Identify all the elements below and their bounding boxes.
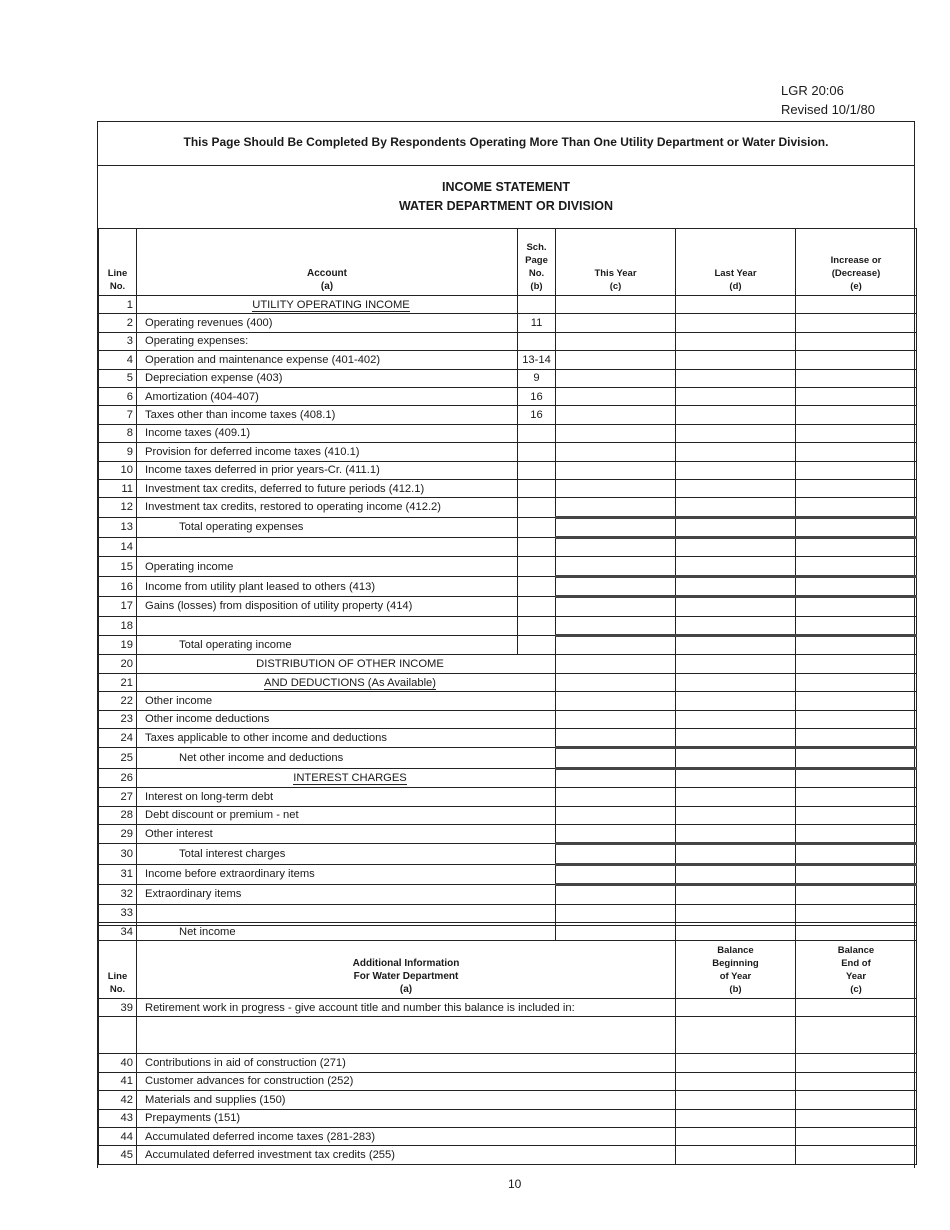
this-year-cell[interactable] <box>556 768 676 787</box>
this-year-cell[interactable] <box>556 517 676 537</box>
line-number: 22 <box>99 692 137 710</box>
line-number: 34 <box>99 922 137 940</box>
last-year-cell[interactable] <box>676 748 796 768</box>
account-name: Income taxes (409.1) <box>137 424 518 442</box>
addl-header-end: Balance End of Year (c) <box>796 926 917 999</box>
increase-cell[interactable] <box>796 636 917 655</box>
increase-cell[interactable] <box>796 692 917 710</box>
last-year-cell[interactable] <box>676 443 796 461</box>
last-year-cell[interactable] <box>676 692 796 710</box>
increase-cell[interactable] <box>796 479 917 497</box>
balance-end-cell[interactable] <box>796 1017 917 1054</box>
account-name: Other interest <box>137 824 556 843</box>
line-number: 31 <box>99 864 137 884</box>
account-name: Other income <box>137 692 556 710</box>
addl-row <box>99 1054 917 1072</box>
line-number: 1 <box>99 296 137 314</box>
line-number: 40 <box>99 1054 137 1072</box>
line-number: 41 <box>99 1072 137 1090</box>
schedule-page: 11 <box>518 314 556 332</box>
income-row <box>99 576 917 596</box>
schedule-page <box>518 296 556 314</box>
line-number: 33 <box>99 904 137 922</box>
income-row <box>99 479 917 497</box>
this-year-cell[interactable] <box>556 824 676 843</box>
increase-cell[interactable] <box>796 461 917 479</box>
balance-beginning-cell[interactable] <box>676 1146 796 1164</box>
this-year-cell[interactable] <box>556 788 676 806</box>
instruction-banner: This Page Should Be Completed By Respondents Operating More Than One Utility Department or Water Division. <box>98 122 914 166</box>
balance-end-cell[interactable] <box>796 999 917 1017</box>
schedule-page <box>518 461 556 479</box>
line-number: 24 <box>99 728 137 747</box>
line-number: 12 <box>99 498 137 517</box>
increase-cell[interactable] <box>796 806 917 824</box>
last-year-cell[interactable] <box>676 314 796 332</box>
increase-cell[interactable] <box>796 885 917 904</box>
line-number: 10 <box>99 461 137 479</box>
balance-end-cell[interactable] <box>796 1054 917 1072</box>
income-row <box>99 296 917 314</box>
this-year-cell[interactable] <box>556 387 676 405</box>
income-row <box>99 788 917 806</box>
account-name: INTEREST CHARGES <box>137 768 556 787</box>
addl-description: Prepayments (151) <box>137 1109 676 1127</box>
account-name: UTILITY OPERATING INCOME <box>137 296 518 314</box>
line-number: 5 <box>99 369 137 387</box>
last-year-cell[interactable] <box>676 710 796 728</box>
this-year-cell[interactable] <box>556 296 676 314</box>
income-row <box>99 864 917 884</box>
this-year-cell[interactable] <box>556 406 676 424</box>
this-year-cell[interactable] <box>556 369 676 387</box>
account-name: Taxes other than income taxes (408.1) <box>137 406 518 424</box>
account-name: Operation and maintenance expense (401-402) <box>137 351 518 369</box>
addl-header-beginning: Balance Beginning of Year (b) <box>676 926 796 999</box>
addl-description: Retirement work in progress - give account title and number this balance is included in: <box>137 999 676 1017</box>
addl-row <box>99 1127 917 1145</box>
this-year-cell[interactable] <box>556 616 676 635</box>
last-year-cell[interactable] <box>676 576 796 596</box>
additional-info-table <box>98 925 917 1165</box>
last-year-cell[interactable] <box>676 768 796 787</box>
account-name: Income from utility plant leased to others (413) <box>137 576 518 596</box>
last-year-cell[interactable] <box>676 479 796 497</box>
line-number: 23 <box>99 710 137 728</box>
increase-cell[interactable] <box>796 597 917 616</box>
this-year-cell[interactable] <box>556 443 676 461</box>
increase-cell[interactable] <box>796 369 917 387</box>
line-number: 26 <box>99 768 137 787</box>
addl-description: Materials and supplies (150) <box>137 1091 676 1109</box>
schedule-page <box>518 616 556 635</box>
this-year-cell[interactable] <box>556 498 676 517</box>
this-year-cell[interactable] <box>556 673 676 691</box>
last-year-cell[interactable] <box>676 538 796 557</box>
last-year-cell[interactable] <box>676 406 796 424</box>
header-sch-page: Sch. Page No. (b) <box>518 229 556 296</box>
line-number: 9 <box>99 443 137 461</box>
this-year-cell[interactable] <box>556 332 676 350</box>
line-number: 43 <box>99 1109 137 1127</box>
account-name: Extraordinary items <box>137 885 556 904</box>
income-row <box>99 885 917 904</box>
income-header-row <box>99 229 917 296</box>
account-name: Total operating expenses <box>137 517 518 537</box>
addl-blank-row <box>99 1017 917 1054</box>
income-row <box>99 351 917 369</box>
balance-end-cell[interactable] <box>796 1109 917 1127</box>
increase-cell[interactable] <box>796 728 917 747</box>
line-number: 32 <box>99 885 137 904</box>
addl-description: Customer advances for construction (252) <box>137 1072 676 1090</box>
income-row <box>99 710 917 728</box>
increase-cell[interactable] <box>796 904 917 922</box>
this-year-cell[interactable] <box>556 692 676 710</box>
last-year-cell[interactable] <box>676 904 796 922</box>
addl-row <box>99 1091 917 1109</box>
addl-header-info: Additional Information For Water Department (a) <box>137 926 676 999</box>
account-name: Operating income <box>137 557 518 576</box>
line-number: 16 <box>99 576 137 596</box>
this-year-cell[interactable] <box>556 636 676 655</box>
line-number: 25 <box>99 748 137 768</box>
last-year-cell[interactable] <box>676 498 796 517</box>
schedule-page <box>518 597 556 616</box>
balance-beginning-cell[interactable] <box>676 1072 796 1090</box>
income-row <box>99 498 917 517</box>
account-name: Depreciation expense (403) <box>137 369 518 387</box>
line-number: 3 <box>99 332 137 350</box>
increase-cell[interactable] <box>796 351 917 369</box>
income-row <box>99 844 917 864</box>
this-year-cell[interactable] <box>556 710 676 728</box>
title-line-2: WATER DEPARTMENT OR DIVISION <box>398 199 614 213</box>
increase-cell[interactable] <box>796 517 917 537</box>
income-row <box>99 332 917 350</box>
income-row <box>99 655 917 673</box>
account-name: DISTRIBUTION OF OTHER INCOME <box>137 655 556 673</box>
increase-cell[interactable] <box>796 864 917 884</box>
line-number: 44 <box>99 1127 137 1145</box>
schedule-page <box>518 424 556 442</box>
last-year-cell[interactable] <box>676 296 796 314</box>
line-number: 28 <box>99 806 137 824</box>
last-year-cell[interactable] <box>676 728 796 747</box>
schedule-page <box>518 636 556 655</box>
increase-cell[interactable] <box>796 788 917 806</box>
account-name: AND DEDUCTIONS (As Available) <box>137 673 556 691</box>
income-row <box>99 904 917 922</box>
header-increase: Increase or (Decrease) (e) <box>796 229 917 296</box>
blank-line-cell <box>99 1017 137 1054</box>
account-name: Other income deductions <box>137 710 556 728</box>
account-name: Interest on long-term debt <box>137 788 556 806</box>
this-year-cell[interactable] <box>556 424 676 442</box>
last-year-cell[interactable] <box>676 806 796 824</box>
increase-cell[interactable] <box>796 332 917 350</box>
account-name: Gains (losses) from disposition of utility property (414) <box>137 597 518 616</box>
this-year-cell[interactable] <box>556 655 676 673</box>
account-name: Operating expenses: <box>137 332 518 350</box>
line-number: 19 <box>99 636 137 655</box>
income-row <box>99 314 917 332</box>
account-name: Taxes applicable to other income and deductions <box>137 728 556 747</box>
last-year-cell[interactable] <box>676 885 796 904</box>
income-row <box>99 387 917 405</box>
account-name: Total operating income <box>137 636 518 655</box>
balance-beginning-cell[interactable] <box>676 1017 796 1054</box>
increase-cell[interactable] <box>796 655 917 673</box>
increase-cell[interactable] <box>796 314 917 332</box>
increase-cell[interactable] <box>796 557 917 576</box>
title-line-1: INCOME STATEMENT <box>441 180 570 194</box>
this-year-cell[interactable] <box>556 806 676 824</box>
balance-beginning-cell[interactable] <box>676 1127 796 1145</box>
this-year-cell[interactable] <box>556 885 676 904</box>
line-number: 21 <box>99 673 137 691</box>
addl-header-line-no: Line No. <box>99 926 137 999</box>
this-year-cell[interactable] <box>556 461 676 479</box>
this-year-cell[interactable] <box>556 538 676 557</box>
balance-end-cell[interactable] <box>796 1072 917 1090</box>
page-number: 10 <box>508 1177 522 1191</box>
last-year-cell[interactable] <box>676 636 796 655</box>
balance-end-cell[interactable] <box>796 1091 917 1109</box>
increase-cell[interactable] <box>796 673 917 691</box>
addl-description: Contributions in aid of construction (271) <box>137 1054 676 1072</box>
increase-cell[interactable] <box>796 296 917 314</box>
line-number: 29 <box>99 824 137 843</box>
increase-cell[interactable] <box>796 443 917 461</box>
this-year-cell[interactable] <box>556 314 676 332</box>
line-number: 15 <box>99 557 137 576</box>
this-year-cell[interactable] <box>556 844 676 864</box>
line-number: 13 <box>99 517 137 537</box>
line-number: 45 <box>99 1146 137 1164</box>
this-year-cell[interactable] <box>556 864 676 884</box>
addl-header-row <box>99 926 917 999</box>
account-name: Operating revenues (400) <box>137 314 518 332</box>
line-number: 30 <box>99 844 137 864</box>
line-number: 6 <box>99 387 137 405</box>
line-number: 14 <box>99 538 137 557</box>
this-year-cell[interactable] <box>556 728 676 747</box>
income-row <box>99 636 917 655</box>
income-row <box>99 692 917 710</box>
last-year-cell[interactable] <box>676 616 796 635</box>
account-name: Net other income and deductions <box>137 748 556 768</box>
income-row <box>99 768 917 787</box>
form-frame <box>97 121 915 1168</box>
last-year-cell[interactable] <box>676 844 796 864</box>
income-row <box>99 517 917 537</box>
this-year-cell[interactable] <box>556 351 676 369</box>
increase-cell[interactable] <box>796 768 917 787</box>
income-row <box>99 406 917 424</box>
account-name <box>137 538 518 557</box>
line-number: 4 <box>99 351 137 369</box>
income-row <box>99 369 917 387</box>
header-account: Account (a) <box>137 229 518 296</box>
account-name: Provision for deferred income taxes (410.1) <box>137 443 518 461</box>
last-year-cell[interactable] <box>676 517 796 537</box>
account-name: Net income <box>137 922 556 940</box>
income-row <box>99 616 917 635</box>
addl-description: Accumulated deferred investment tax credits (255) <box>137 1146 676 1164</box>
account-name: Debt discount or premium - net <box>137 806 556 824</box>
increase-cell[interactable] <box>796 406 917 424</box>
income-rows <box>99 296 917 941</box>
last-year-cell[interactable] <box>676 864 796 884</box>
schedule-page <box>518 498 556 517</box>
schedule-page <box>518 557 556 576</box>
this-year-cell[interactable] <box>556 557 676 576</box>
addl-row <box>99 1109 917 1127</box>
last-year-cell[interactable] <box>676 673 796 691</box>
schedule-page <box>518 443 556 461</box>
line-number: 11 <box>99 479 137 497</box>
increase-cell[interactable] <box>796 616 917 635</box>
balance-beginning-cell[interactable] <box>676 1109 796 1127</box>
income-row <box>99 806 917 824</box>
income-row <box>99 824 917 843</box>
schedule-page <box>518 576 556 596</box>
increase-cell[interactable] <box>796 498 917 517</box>
account-name: Amortization (404-407) <box>137 387 518 405</box>
income-row <box>99 557 917 576</box>
line-number: 17 <box>99 597 137 616</box>
last-year-cell[interactable] <box>676 424 796 442</box>
addl-row <box>99 999 917 1017</box>
account-name <box>137 616 518 635</box>
last-year-cell[interactable] <box>676 332 796 350</box>
account-name: Investment tax credits, restored to operating income (412.2) <box>137 498 518 517</box>
last-year-cell[interactable] <box>676 788 796 806</box>
schedule-page <box>518 332 556 350</box>
form-number: LGR 20:06 <box>781 83 844 98</box>
balance-beginning-cell[interactable] <box>676 1054 796 1072</box>
last-year-cell[interactable] <box>676 369 796 387</box>
statement-title <box>98 165 914 229</box>
addl-row <box>99 1072 917 1090</box>
last-year-cell[interactable] <box>676 387 796 405</box>
income-row <box>99 443 917 461</box>
last-year-cell[interactable] <box>676 824 796 843</box>
line-number: 42 <box>99 1091 137 1109</box>
account-name: Income taxes deferred in prior years-Cr. (411.1) <box>137 461 518 479</box>
income-statement-table <box>98 228 917 941</box>
schedule-page: 9 <box>518 369 556 387</box>
line-number: 20 <box>99 655 137 673</box>
addl-rows <box>99 999 917 1165</box>
income-row <box>99 728 917 747</box>
income-row <box>99 461 917 479</box>
header-this-year: This Year (c) <box>556 229 676 296</box>
schedule-page <box>518 517 556 537</box>
schedule-page <box>518 538 556 557</box>
last-year-cell[interactable] <box>676 557 796 576</box>
line-number: 7 <box>99 406 137 424</box>
income-row <box>99 597 917 616</box>
increase-cell[interactable] <box>796 387 917 405</box>
income-row <box>99 538 917 557</box>
line-number: 8 <box>99 424 137 442</box>
this-year-cell[interactable] <box>556 597 676 616</box>
blank-description[interactable] <box>137 1017 676 1054</box>
income-row <box>99 673 917 691</box>
increase-cell[interactable] <box>796 538 917 557</box>
header-line-no: Line No. <box>99 229 137 296</box>
this-year-cell[interactable] <box>556 748 676 768</box>
schedule-page: 16 <box>518 387 556 405</box>
addl-description: Accumulated deferred income taxes (281-283) <box>137 1127 676 1145</box>
line-number: 18 <box>99 616 137 635</box>
increase-cell[interactable] <box>796 748 917 768</box>
increase-cell[interactable] <box>796 576 917 596</box>
schedule-page <box>518 479 556 497</box>
income-row <box>99 424 917 442</box>
header-last-year: Last Year (d) <box>676 229 796 296</box>
last-year-cell[interactable] <box>676 655 796 673</box>
balance-end-cell[interactable] <box>796 1127 917 1145</box>
increase-cell[interactable] <box>796 710 917 728</box>
balance-beginning-cell[interactable] <box>676 1091 796 1109</box>
balance-beginning-cell[interactable] <box>676 999 796 1017</box>
this-year-cell[interactable] <box>556 479 676 497</box>
account-name: Income before extraordinary items <box>137 864 556 884</box>
account-name: Total interest charges <box>137 844 556 864</box>
increase-cell[interactable] <box>796 424 917 442</box>
increase-cell[interactable] <box>796 844 917 864</box>
this-year-cell[interactable] <box>556 904 676 922</box>
last-year-cell[interactable] <box>676 351 796 369</box>
revision-date: Revised 10/1/80 <box>781 102 875 117</box>
line-number: 27 <box>99 788 137 806</box>
income-row <box>99 748 917 768</box>
account-name <box>137 904 556 922</box>
schedule-page: 13-14 <box>518 351 556 369</box>
line-number: 39 <box>99 999 137 1017</box>
increase-cell[interactable] <box>796 824 917 843</box>
balance-end-cell[interactable] <box>796 1146 917 1164</box>
schedule-page: 16 <box>518 406 556 424</box>
last-year-cell[interactable] <box>676 597 796 616</box>
line-number: 2 <box>99 314 137 332</box>
this-year-cell[interactable] <box>556 576 676 596</box>
last-year-cell[interactable] <box>676 461 796 479</box>
account-name: Investment tax credits, deferred to future periods (412.1) <box>137 479 518 497</box>
addl-row <box>99 1146 917 1164</box>
